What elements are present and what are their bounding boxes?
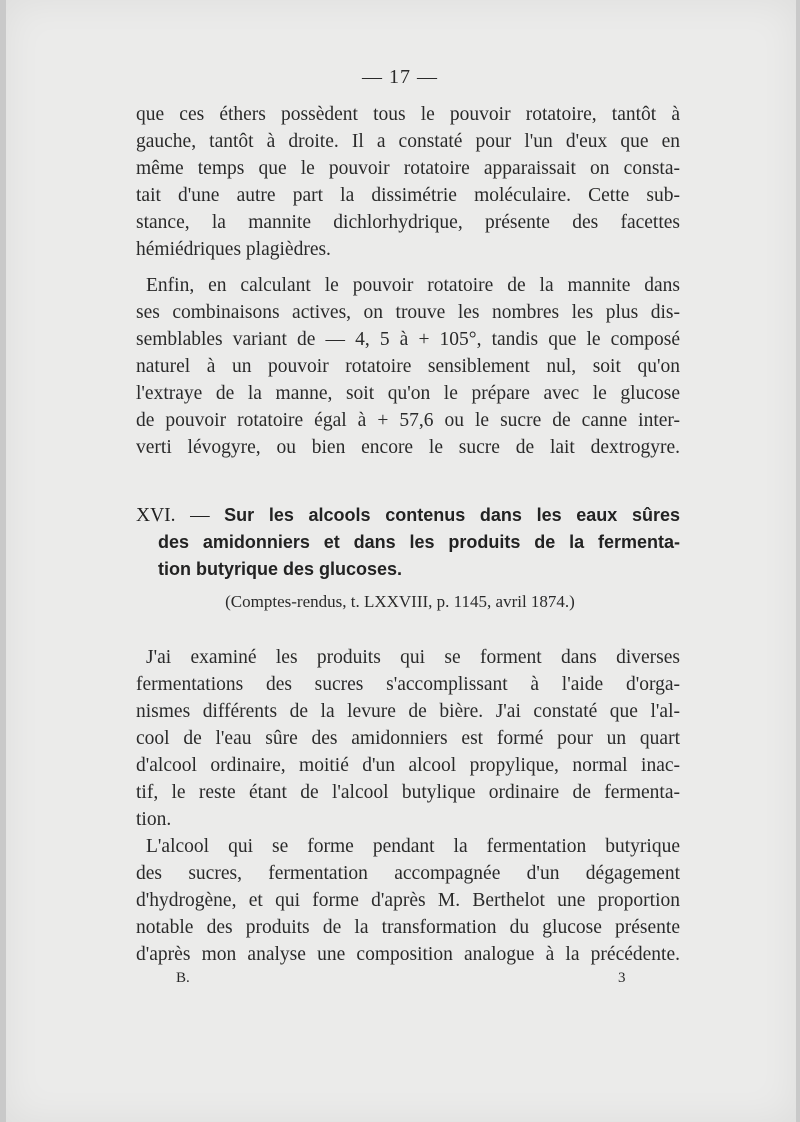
footer-sheet-number: 3 [618, 970, 626, 986]
paragraph-line: hémiédriques plagièdres. [136, 239, 331, 260]
citation: (Comptes-rendus, t. LXXVIII, p. 1145, avril 1874.) [225, 592, 575, 611]
paragraph-line: l'extraye de la manne, soit qu'on le prépare avec le glucose [136, 383, 680, 404]
paragraph-line: Enfin, en calculant le pouvoir rotatoire de la mannite dans [146, 275, 680, 296]
paragraph-line: fermentations des sucres s'accomplissant à l'aide d'orga- [136, 674, 680, 695]
paragraph-line: tait d'une autre part la dissimétrie moléculaire. Cette sub- [136, 185, 680, 206]
paragraph-line: semblables variant de — 4, 5 à + 105°, tandis que le composé [136, 329, 680, 350]
paragraph-line: ses combinaisons actives, on trouve les nombres les plus dis- [136, 302, 680, 323]
paragraph-line: tif, le reste étant de l'alcool butylique ordinaire de fermenta- [136, 782, 680, 803]
paragraph-line: des sucres, fermentation accompagnée d'un dégagement [136, 863, 680, 884]
paragraph-line: gauche, tantôt à droite. Il a constaté pour l'un d'eux que en [136, 131, 680, 152]
paragraph-line: J'ai examiné les produits qui se forment dans diverses [146, 647, 680, 668]
paragraph-2 [136, 272, 680, 461]
paragraph-line: que ces éthers possèdent tous le pouvoir rotatoire, tantôt à [136, 104, 680, 125]
paragraph-line: d'hydrogène, et qui forme d'après M. Berthelot une proportion [136, 890, 680, 911]
page-number: — 17 — [362, 66, 438, 88]
paragraph-line: d'après mon analyse une composition analogue à la précédente. [136, 944, 680, 965]
section-title-line: tion butyrique des glucoses. [158, 559, 403, 579]
section-title-line: Sur les alcools contenus dans les eaux sûres [224, 505, 680, 525]
section-heading [136, 502, 680, 583]
paragraph-line: nismes différents de la levure de bière. J'ai constaté que l'al- [136, 701, 680, 722]
section-title-line: des amidonniers et dans les produits de la fermenta- [158, 532, 680, 552]
paragraph-line: d'alcool ordinaire, moitié d'un alcool propylique, normal inac- [136, 755, 680, 776]
section-heading-line [136, 502, 680, 529]
paragraph-line: naturel à un pouvoir rotatoire sensiblement nul, soit qu'on [136, 356, 680, 377]
paragraph-3 [136, 644, 680, 833]
paragraph-line: cool de l'eau sûre des amidonniers est formé pour un quart [136, 728, 680, 749]
paragraph-line: tion. [136, 809, 172, 830]
paragraph-line: de pouvoir rotatoire égal à + 57,6 ou le sucre de canne inter- [136, 410, 680, 431]
section-number: XVI. — [136, 505, 210, 526]
paragraph-line: notable des produits de la transformation du glucose présente [136, 917, 680, 938]
paragraph-line: L'alcool qui se forme pendant la fermentation butyrique [146, 836, 680, 857]
paragraph-4 [136, 833, 680, 968]
paragraph-line: stance, la mannite dichlorhydrique, présente des facettes [136, 212, 680, 233]
paragraph-line: même temps que le pouvoir rotatoire apparaissait on consta- [136, 158, 680, 179]
paragraph-line: verti lévogyre, ou bien encore le sucre de lait dextrogyre. [136, 437, 680, 458]
paragraph-1 [136, 101, 680, 263]
footer-signature: B. [176, 970, 190, 986]
